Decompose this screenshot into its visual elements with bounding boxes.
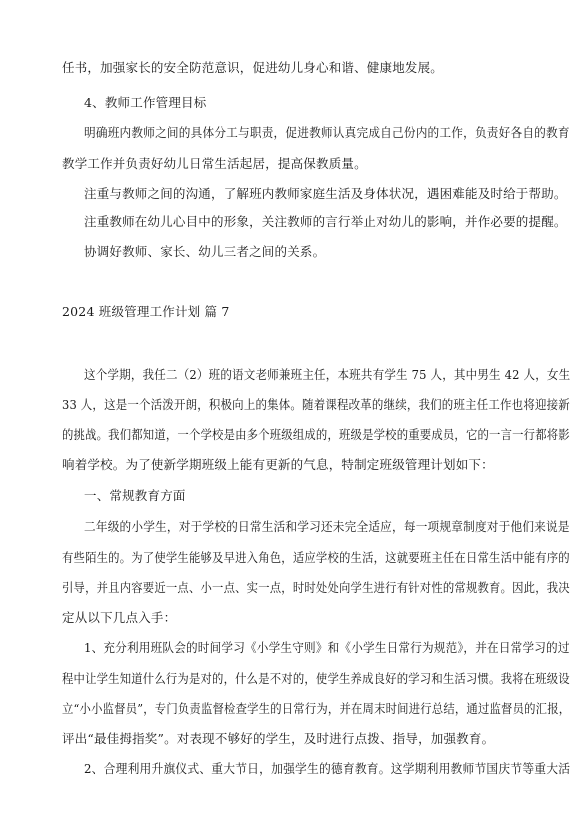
text-line: 教学工作并负责好幼儿日常生活起居，提高保教质量。 <box>62 156 367 171</box>
text-line: 引导，并且内容要近一点、小一点、实一点，时时处处向学生进行有针对性的常规教育。因此，我决 <box>62 580 570 595</box>
text-line: 33 人，这是一个活泼开朗，积极向上的集体。随着课程改革的继续，我们的班主任工作也将迎接新 <box>62 397 570 412</box>
text-line: 的挑战。我们都知道，一个学校是由多个班级组成的，班级是学校的重要成员，它的一言一行都将影 <box>62 427 570 442</box>
text-line: 注重教师在幼儿心目中的形象，关注教师的言行举止对幼儿的影响，并作必要的提醒。 <box>84 214 567 229</box>
text-line: 注重与教师之间的沟通，了解班内教师家庭生活及身体状况，遇困难能及时给于帮助。 <box>84 186 567 201</box>
section-title: 2024 班级管理工作计划 篇 7 <box>62 304 230 319</box>
text-line: 定从以下几点入手： <box>62 610 177 625</box>
text-line: 立“小小监督员”，专门负责监督检查学生的日常行为，并在周末时间进行总结，通过监督员的汇报， <box>62 701 571 716</box>
text-line: 2、合理利用升旗仪式、重大节日，加强学生的德育教育。这学期利用教师节国庆节等重大活 <box>84 761 571 776</box>
text-line: 协调好教师、家长、幼儿三者之间的关系。 <box>84 244 326 259</box>
text-line: 任书，加强家长的安全防范意识，促进幼儿身心和谐、健康地发展。 <box>62 60 444 75</box>
text-line: 有些陌生的。为了使学生能够及早进入角色，适应学校的生活，这就要班主任在日常生活中能有序的 <box>62 550 570 565</box>
text-line: 评出“最佳拇指奖”。对表现不够好的学生，及时进行点拨、指导，加强教育。 <box>62 731 495 746</box>
text-line: 二年级的小学生，对于学校的日常生活和学习还未完全适应，每一项规章制度对于他们来说是 <box>84 519 570 534</box>
subheading: 4、教师工作管理目标 <box>84 95 207 110</box>
text-line: 明确班内教师之间的具体分工与职责，促进教师认真完成自己份内的工作，负责好各自的教育 <box>84 125 570 140</box>
text-line: 响着学校。为了使新学期班级上能有更新的气息，特制定班级管理计划如下： <box>62 457 494 472</box>
text-line: 这个学期，我任二（2）班的语文老师兼班主任，本班共有学生 75 人，其中男生 42 人，女生 <box>84 367 571 382</box>
text-line: 程中让学生知道什么行为是对的，什么是不对的，使学生养成良好的学习和生活习惯。我将在班级设 <box>62 671 570 686</box>
text-line: 1、充分利用班队会的时间学习《小学生守则》和《小学生日常行为规范》，并在日常学习的过 <box>84 640 570 655</box>
heading: 一、常规教育方面 <box>84 488 186 503</box>
